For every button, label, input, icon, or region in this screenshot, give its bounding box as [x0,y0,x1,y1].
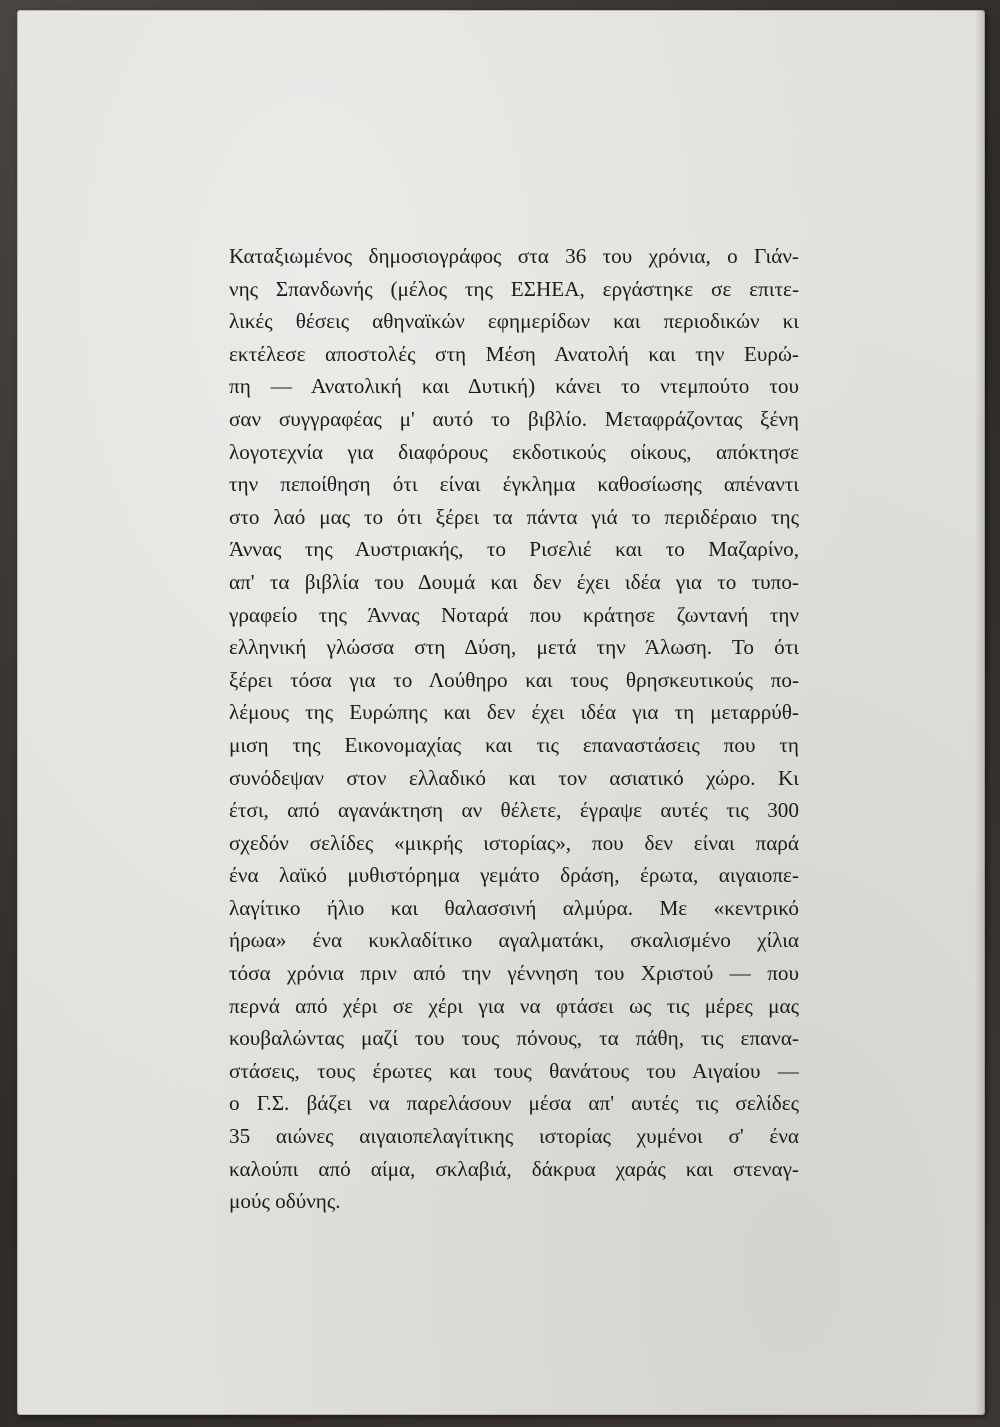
blurb-line: πη — Ανατολική και Δυτική) κάνει το ντεμπούτο του [229,374,799,399]
book-back-cover [17,10,985,1415]
blurb-line: λογοτεχνία για διαφόρους εκδοτικούς οίκους, απόκτησε [229,439,799,464]
blurb-line: Άννας της Αυστριακής, το Ρισελιέ και το Μαζαρίνο, [229,537,799,562]
blurb-line: ελληνική γλώσσα στη Δύση, μετά την Άλωση. Το ότι [229,635,799,660]
blurb-line: στο λαό μας το ότι ξέρει τα πάντα γιά το περιδέραιο της [229,504,799,529]
blurb-line: περνά από χέρι σε χέρι για να φτάσει ως τις μέρες μας [229,993,799,1018]
blurb-line: σαν συγγραφέας μ' αυτό το βιβλίο. Μεταφράζοντας ξένη [229,406,799,431]
blurb-line: σχεδόν σελίδες «μικρής ιστορίας», που δεν είναι παρά [229,830,799,855]
blurb-line: απ' τα βιβλία του Δουμά και δεν έχει ιδέα για το τυπο- [229,569,799,594]
blurb-line: γραφείο της Άννας Νοταρά που κράτησε ζωντανή την [229,602,799,627]
blurb-line: εκτέλεσε αποστολές στη Μέση Ανατολή και την Ευρώ- [229,341,799,366]
blurb-line: 35 αιώνες αιγαιοπελαγίτικης ιστορίας χυμένοι σ' ένα [229,1124,799,1149]
blurb-line: συνόδεψαν στον ελλαδικό και τον ασιατικό χώρο. Κι [229,765,799,790]
blurb-line: μιση της Εικονομαχίας και τις επαναστάσεις που τη [229,732,799,757]
blurb-line: έτσι, από αγανάκτηση αν θέλετε, έγραψε αυτές τις 300 [229,798,799,823]
blurb-line: ο Γ.Σ. βάζει να παρελάσουν μέσα απ' αυτές τις σελίδες [229,1091,799,1116]
blurb-line: στάσεις, τους έρωτες και τους θανάτους του Αιγαίου — [229,1058,799,1083]
blurb-line: ένα λαϊκό μυθιστόρημα γεμάτο δράση, έρωτα, αιγαιοπε- [229,863,799,888]
blurb-line: μούς οδύνης. [229,1189,341,1214]
blurb-line: Καταξιωμένος δημοσιογράφος στα 36 του χρόνια, ο Γιάν- [229,244,799,268]
blurb-line: κουβαλώντας μαζί του τους πόνους, τα πάθη, τις επανα- [229,1026,799,1051]
blurb-line: τόσα χρόνια πριν από την γέννηση του Χριστού — που [229,961,799,986]
blurb-line: λαγίτικο ήλιο και θαλασσινή αλμύρα. Με «κεντρικό [229,895,799,920]
blurb-line: λικές θέσεις αθηναϊκών εφημερίδων και περιοδικών κι [229,309,799,334]
blurb-line: καλούπι από αίμα, σκλαβιά, δάκρυα χαράς και στεναγ- [229,1156,799,1181]
blurb-line: ήρωα» ένα κυκλαδίτικο αγαλματάκι, σκαλισμένο χίλια [229,928,799,953]
back-cover-blurb [229,240,799,1218]
blurb-line: λέμους της Ευρώπης και δεν έχει ιδέα για τη μεταρρύθ- [229,700,799,725]
blurb-line: ξέρει τόσα για το Λούθηρο και τους θρησκευτικούς πο- [229,667,799,692]
blurb-line: νης Σπανδωνής (μέλος της ΕΣΗΕΑ, εργάστηκε σε επιτε- [229,276,799,301]
cover-edge-wear [975,10,985,1415]
blurb-line: την πεποίθηση ότι είναι έγκλημα καθοσίωσης απέναντι [229,472,799,497]
